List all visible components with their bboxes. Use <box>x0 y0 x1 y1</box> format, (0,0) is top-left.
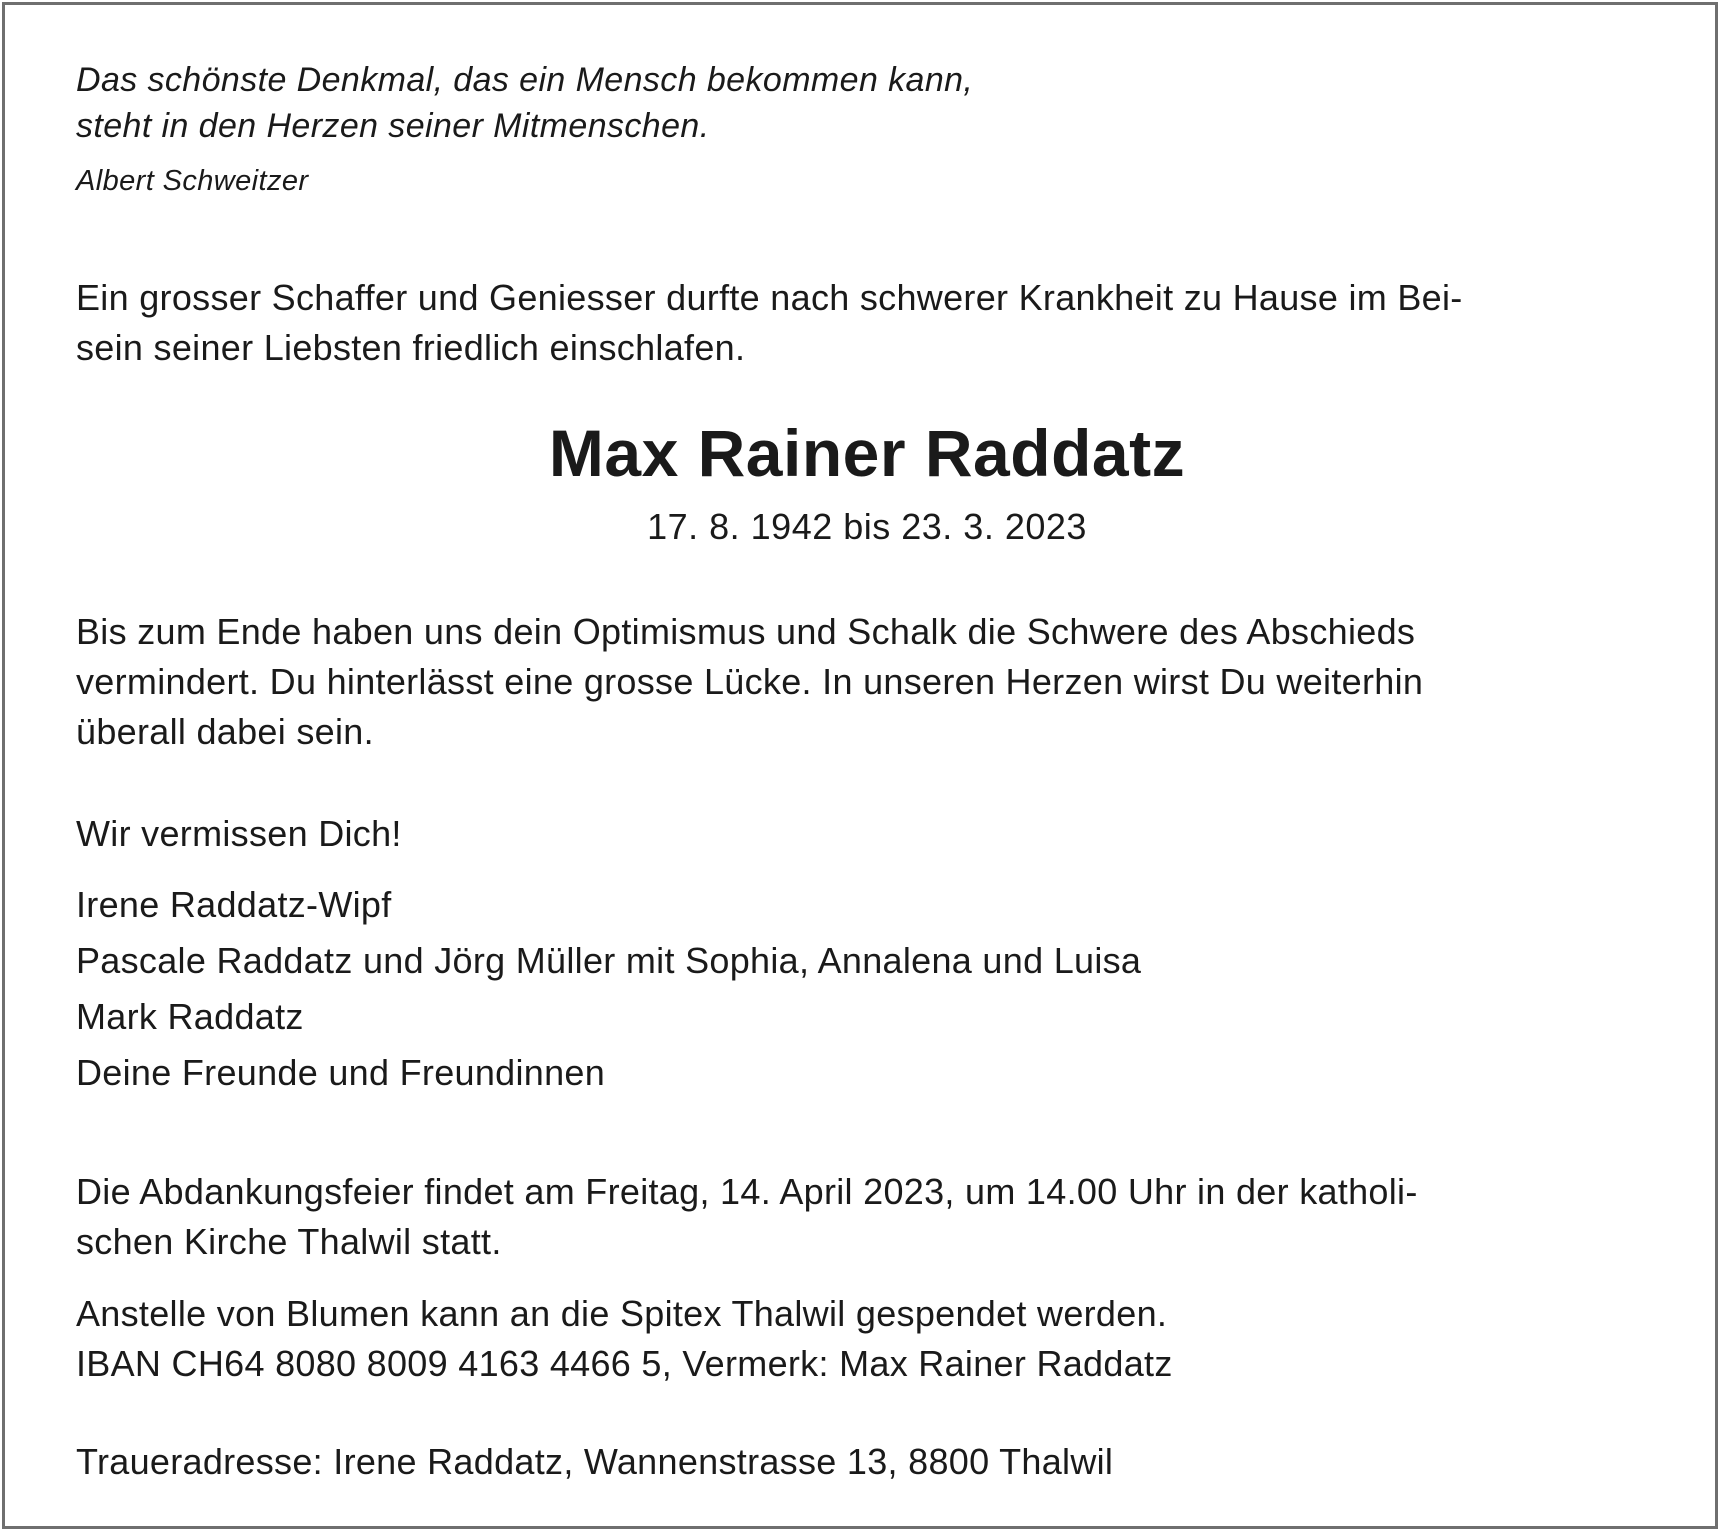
deceased-dates: 17. 8. 1942 bis 23. 3. 2023 <box>647 506 1087 547</box>
donation-iban-line: IBAN CH64 8080 8009 4163 4466 5, Vermerk: Max Rainer Raddatz <box>76 1343 1173 1384</box>
deceased-name: Max Rainer Raddatz <box>548 416 1186 490</box>
intro-line: Ein grosser Schaffer und Geniesser durfte nach schwerer Krankheit zu Hause im Bei- <box>76 277 1463 318</box>
donation-line: Anstelle von Blumen kann an die Spitex Thalwil gespendet werden. <box>76 1293 1168 1334</box>
message-paragraph <box>76 607 1658 757</box>
signer-name: Mark Raddatz <box>76 996 304 1037</box>
message-line: Bis zum Ende haben uns dein Optimismus und Schalk die Schwere des Abschieds <box>76 611 1416 652</box>
message-line: überall dabei sein. <box>76 711 374 752</box>
intro-line: sein seiner Liebsten friedlich einschlafen. <box>76 327 746 368</box>
signer-name: Pascale Raddatz und Jörg Müller mit Sophia, Annalena und Luisa <box>76 940 1142 981</box>
signer-name: Irene Raddatz-Wipf <box>76 884 392 925</box>
quote-author: Albert Schweitzer <box>76 165 309 197</box>
quote-line: Das schönste Denkmal, das ein Mensch bekommen kann, <box>76 61 974 99</box>
mourning-address: Traueradresse: Irene Raddatz, Wannenstrasse 13, 8800 Thalwil <box>76 1441 1114 1482</box>
ceremony-line: Die Abdankungsfeier findet am Freitag, 14. April 2023, um 14.00 Uhr in der katholi- <box>76 1171 1418 1212</box>
signers-list <box>76 877 1658 1101</box>
epigraph-quote <box>76 57 1658 149</box>
donation-paragraph <box>76 1289 1658 1389</box>
signer-name: Deine Freunde und Freundinnen <box>76 1052 606 1093</box>
obituary-notice <box>2 2 1718 1529</box>
quote-line: steht in den Herzen seiner Mitmenschen. <box>76 107 710 145</box>
ceremony-line: schen Kirche Thalwil statt. <box>76 1221 502 1262</box>
message-line: vermindert. Du hinterlässt eine grosse Lücke. In unseren Herzen wirst Du weiterhin <box>76 661 1424 702</box>
ceremony-paragraph <box>76 1167 1658 1267</box>
intro-paragraph <box>76 273 1658 373</box>
closing-line: Wir vermissen Dich! <box>76 813 402 854</box>
